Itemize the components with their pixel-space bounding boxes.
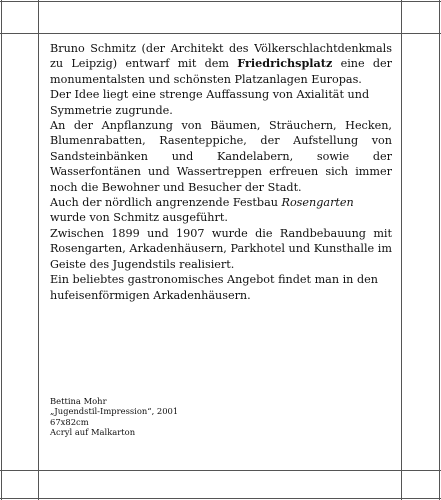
caption-artist: Bettina Mohr	[50, 396, 107, 406]
table-border-bottom	[0, 498, 441, 499]
table-border-upper	[0, 33, 441, 34]
paragraph-4-text: Auch der nördlich angrenzende Festbau	[50, 196, 282, 210]
caption-title-year: „Jugendstil-Impression“, 2001	[50, 406, 179, 417]
article-body	[50, 41, 392, 303]
friedrichsplatz-bold: Friedrichsplatz	[237, 56, 333, 71]
paragraph-4-text-end: wurde von Schmitz ausgeführt.	[50, 211, 228, 225]
table-border-inner-right	[401, 0, 402, 500]
rosengarten-italic: Rosengarten	[281, 196, 354, 210]
paragraph-randbebauung: Zwischen 1899 und 1907 wurde die Randbebauung mit Rosengarten, Arkadenhäusern, Parkhotel und Kunsthalle im Geiste des Jugendstils realisiert.	[50, 226, 392, 271]
table-border-lower	[0, 470, 441, 471]
caption-size: 67x82cm	[50, 416, 89, 427]
paragraph-1-text-end: eine der monumentalsten und schönsten Platzanlagen Europas.	[50, 57, 392, 86]
table-border-left	[1, 0, 2, 500]
table-border-top	[0, 1, 441, 2]
paragraph-1-text: Bruno Schmitz (der Architekt des Völkerschlachtdenkmals zu Leipzig) entwarf mit dem	[50, 42, 392, 71]
table-border-right	[439, 0, 440, 500]
artwork-caption	[50, 396, 350, 438]
paragraph-axiality: Der Idee liegt eine strenge Auffassung von Axialität und Symmetrie zugrunde.	[50, 88, 370, 117]
paragraph-planting: An der Anpflanzung von Bäumen, Sträuchern, Hecken, Blumenrabatten, Rasenteppiche, der Aufstellung von Sandsteinbänken und Kandelabern, sowie der Wasserfontänen und Wassertreppen erfreuen sich immer noch die Bewohner und Besucher der Stadt.	[50, 119, 392, 194]
paragraph-rosengarten	[50, 195, 392, 226]
paragraph-friedrichsplatz	[50, 41, 392, 87]
table-border-inner-left	[38, 0, 39, 500]
paragraph-gastronomy: Ein beliebtes gastronomisches Angebot findet man in den hufeisenförmigen Arkadenhäusern.	[50, 273, 378, 302]
caption-medium: Acryl auf Malkarton	[50, 427, 136, 438]
